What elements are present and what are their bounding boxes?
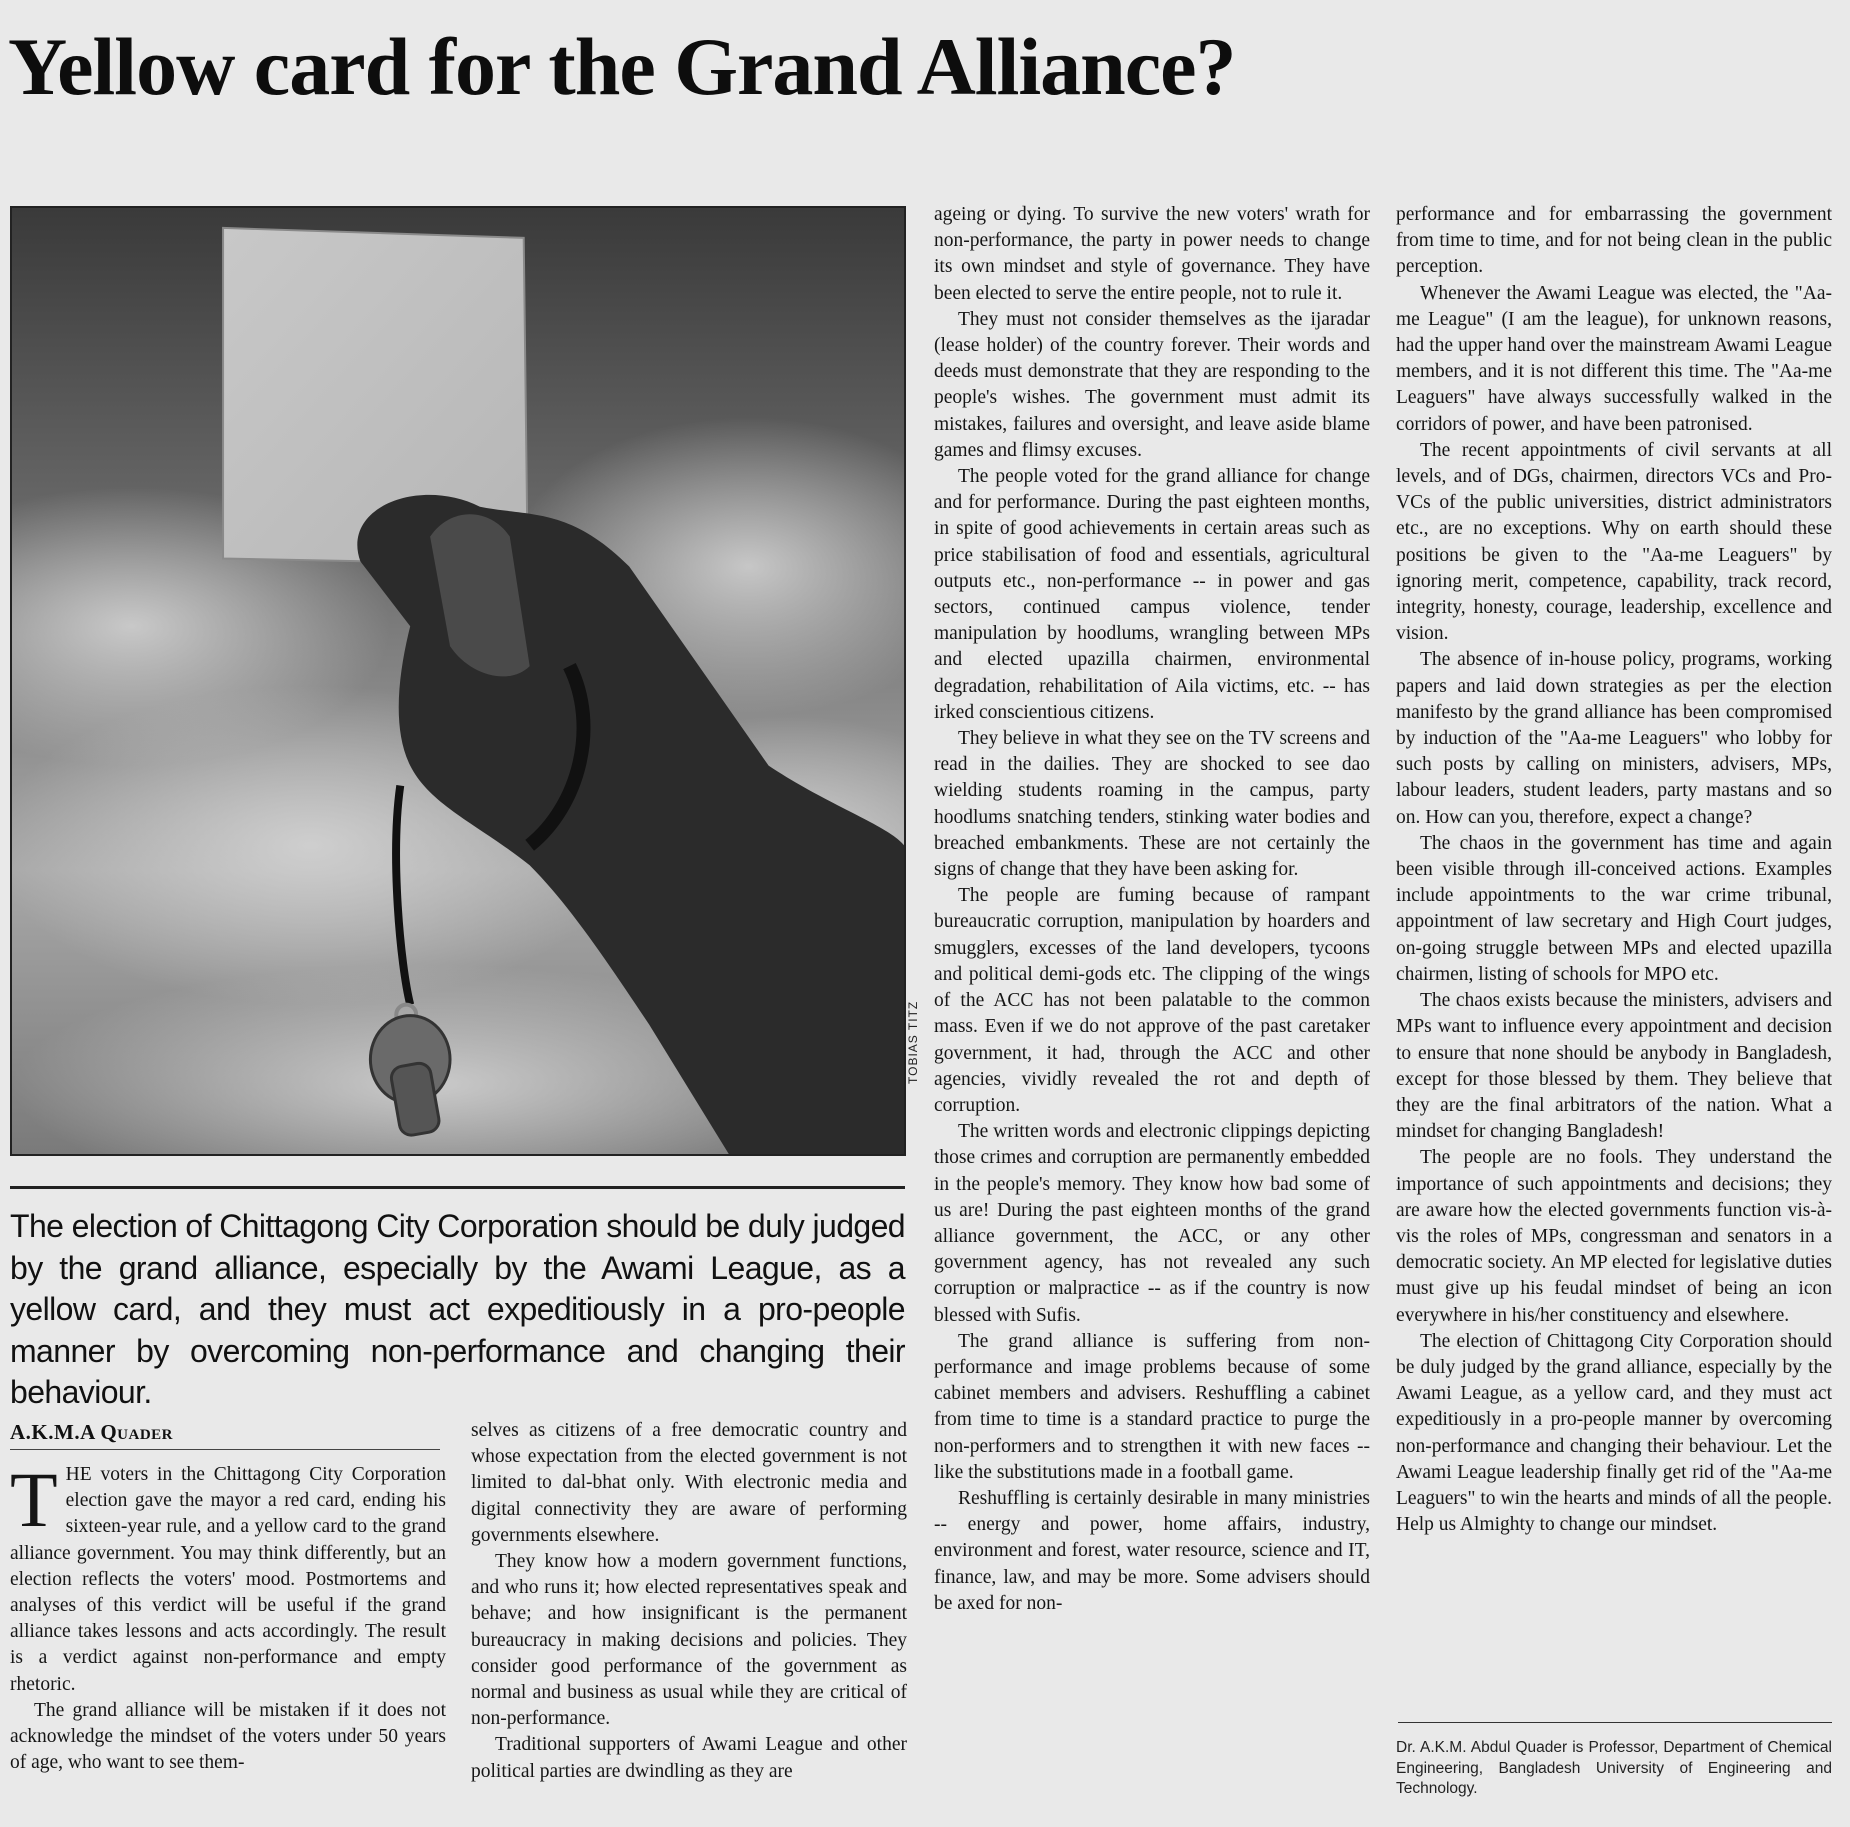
- paragraph: Traditional supporters of Awami League and other political parties are dwindling as they are: [471, 1734, 907, 1782]
- paragraph: They must not consider themselves as the ijaradar (lease holder) of the country forever. Their words and deeds must demonstrate that they are responding to the people's wishes. The government must admit its mistakes, failures and oversight, and leave aside blame games and flimsy excuses.: [934, 308, 1370, 461]
- article-column-4: [1396, 202, 1832, 1538]
- photo-credit: TOBIAS TITZ: [906, 1000, 920, 1084]
- pull-quote-rule: [10, 1186, 905, 1189]
- paragraph: The grand alliance is suffering from non-performance and image problems because of some cabinet members and advisers. Reshuffling a cabinet from time to time is a standard practice to purge the non-performers and to strengthen it with new faces -- like the substitutions made in a football game.: [934, 1330, 1370, 1483]
- dropcap: T: [10, 1456, 58, 1543]
- article-column-1: [10, 1456, 446, 1776]
- byline: A.K.M.A Quader: [10, 1420, 173, 1444]
- paragraph: The written words and electronic clippings depicting those crimes and corruption are permanently embedded in the people's memory. They know how bad some of us are! During the past eighteen months of the grand alliance government, the ACC, or any other government agency, has not revealed any such corruption or malpractice -- as if the country is now blessed with Sufis.: [934, 1121, 1370, 1326]
- paragraph: Whenever the Awami League was elected, the "Aa-me League" (I am the league), for unknown reasons, had the upper hand over the mainstream Awami League members, and it is not different this time. The "Aa-me Leaguers" have always successfully walked in the corridors of power, and have been patronised.: [1396, 282, 1832, 435]
- paragraph: performance and for embarrassing the government from time to time, and for not being clean in the public perception.: [1396, 204, 1832, 278]
- paragraph: The chaos exists because the ministers, advisers and MPs want to influence every appointment and decision to ensure that none should be anybody in Bangladesh, except for those blessed by them. They believe that they are the final arbitrators of the nation. What a mindset for changing Bangladesh!: [1396, 990, 1832, 1143]
- paragraph: The people are no fools. They understand the importance of such appointments and decisions; they are aware how the elected governments function vis-à-vis the roles of MPs, congressman and senators in a democratic society. An MP elected for legislative duties must give up his feudal mindset of being an icon everywhere in his/her constituency and elsewhere.: [1396, 1147, 1832, 1326]
- yellow-card-hand-whistle-photo-icon: [12, 208, 904, 1154]
- paragraph: The election of Chittagong City Corporation should be duly judged by the grand alliance, especially by the Awami League, as a yellow card, and they must act expeditiously in a pro-people manner by overcoming non-performance and changing their behaviour. Let the Awami League leadership finally get rid of the "Aa-me Leaguers" to win the hearts and minds of all the people. Help us Almighty to change our mindset.: [1396, 1330, 1832, 1536]
- paragraph: Reshuffling is certainly desirable in many ministries -- energy and power, home affairs, industry, environment and forest, water resource, science and IT, finance, law, and may be more. Some advisers should be axed for non-: [934, 1487, 1370, 1614]
- paragraph: The chaos in the government has time and again been visible through ill-conceived actions. Examples include appointments to the war crime tribunal, appointment of law secretary and High Court judges, on-going struggle between MPs and elected upazilla chairmen, listing of schools for MPO etc.: [1396, 832, 1832, 985]
- article-column-3: [934, 202, 1370, 1617]
- author-bio: Dr. A.K.M. Abdul Quader is Professor, Department of Chemical Engineering, Bangladesh University of Engineering and Technology.: [1396, 1739, 1832, 1797]
- paragraph: selves as citizens of a free democratic country and whose expectation from the elected government is not limited to dal-bhat only. With electronic media and digital connectivity they are aware of performing governments elsewhere.: [471, 1420, 907, 1546]
- paragraph: The grand alliance will be mistaken if it does not acknowledge the mindset of the voters under 50 years of age, who want to see them-: [10, 1699, 446, 1774]
- article-column-2: [471, 1418, 907, 1785]
- paragraph: The absence of in-house policy, programs, working papers and laid down strategies as per the election manifesto by the grand alliance has been compromised by induction of the "Aa-me Leaguers" who lobby for such posts by calling on ministers, advisers, MPs, labour leaders, student leaders, party mastans and so on. How can you, therefore, expect a change?: [1396, 649, 1832, 828]
- paragraph: [10, 1456, 446, 1698]
- article-photo: [10, 206, 906, 1156]
- paragraph: They believe in what they see on the TV screens and read in the dailies. They are shocked to see dao wielding students roaming in the campus, party hoodlums snatching tenders, stinking water bodies and breached embankments. These are not certainly the signs of change that they have been asking for.: [934, 728, 1370, 881]
- pull-quote: The election of Chittagong City Corporation should be duly judged by the grand alliance, especially by the Awami League, as a yellow card, and they must act expeditiously in a pro-people manner by overcoming non-performance and changing their behaviour.: [10, 1208, 905, 1410]
- paragraph: The people voted for the grand alliance for change and for performance. During the past eighteen months, in spite of good achievements in certain areas such as price stabilisation of food and essentials, agricultural outputs etc., non-performance -- in power and gas sectors, continued campus violence, tender manipulation by hoodlums, wrangling between MPs and elected upazilla chairmen, environmental degradation, rehabilitation of Aila victims, etc. -- has irked conscientious citizens.: [934, 466, 1370, 723]
- byline-rule: [10, 1449, 440, 1450]
- paragraph: They know how a modern government functions, and who runs it; how elected representatives speak and behave; and how insignificant is the permanent bureaucracy in making decisions and policies. They consider good performance of the government as normal and business as usual while they are critical of non-performance.: [471, 1551, 907, 1730]
- headline: Yellow card for the Grand Alliance?: [8, 21, 1236, 112]
- paragraph: ageing or dying. To survive the new voters' wrath for non-performance, the party in power needs to change its own mindset and style of governance. They have been elected to serve the entire people, not to rule it.: [934, 204, 1370, 304]
- paragraph-text: HE voters in the Chittagong City Corporation election gave the mayor a red card, ending his sixteen-year rule, and a yellow card to the grand alliance government. You may think differently, but an election reflects the voters' mood. Postmortems and analyses of this verdict will be useful if the grand alliance takes lessons and acts accordingly. The result is a verdict against non-performance and empty rhetoric.: [10, 1464, 446, 1695]
- paragraph: The recent appointments of civil servants at all levels, and of DGs, chairmen, directors VCs and Pro-VCs of the public universities, district administrators etc., are no exceptions. Why on earth should these positions be given to the "Aa-me Leaguers" by ignoring merit, competence, capability, track record, integrity, honesty, courage, leadership, excellence and vision.: [1396, 439, 1832, 645]
- paragraph: The people are fuming because of rampant bureaucratic corruption, manipulation by hoarders and smugglers, excesses of the land developers, tycoons and political demi-gods etc. The clipping of the wings of the ACC has not been palatable to the common mass. Even if we do not approve of the past caretaker government, it had, through the ACC and other agencies, vividly revealed the rot and depth of corruption.: [934, 885, 1370, 1116]
- bio-rule: [1398, 1722, 1832, 1723]
